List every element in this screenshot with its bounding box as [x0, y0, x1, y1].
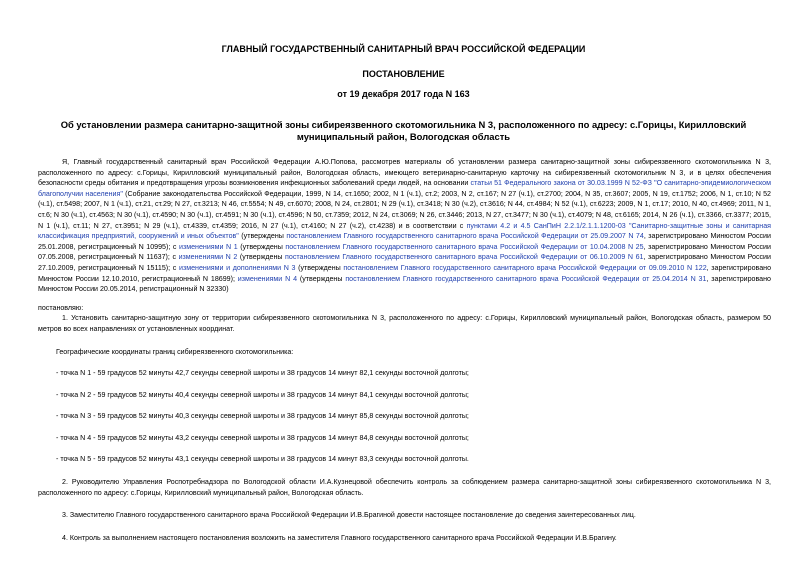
preamble-paragraph: [38, 157, 771, 295]
legal-reference-link[interactable]: постановлением Главного государственного санитарного врача Российской Федерации от 09.09.2010 N 122: [343, 263, 707, 272]
preamble-text: , зарегистрировано Минюстом России 07.05.2008, регистрационный N 11637); с: [38, 242, 771, 262]
legal-reference-link[interactable]: изменениями N 4: [237, 274, 298, 283]
legal-reference-link[interactable]: постановлением Главного государственного санитарного врача Российской Федерации от 25.04.2014 N 31: [345, 274, 707, 283]
coordinate-point: - точка N 2 - 59 градусов 52 минуты 40,4 секунды северной широты и 38 градусов 14 минут 84,1 секунды восточной долготы;: [56, 390, 469, 399]
resolve-word: постановляю:: [38, 303, 84, 312]
preamble-text: (утверждены: [295, 263, 344, 272]
document-type: ПОСТАНОВЛЕНИЕ: [362, 69, 445, 79]
coordinate-point: - точка N 3 - 59 градусов 52 минуты 40,3 секунды северной широты и 38 градусов 14 минут 85,8 секунды восточной долготы;: [56, 412, 469, 421]
preamble-text: , зарегистрировано Минюстом России 25.01.2008, регистрационный N 10995); с: [38, 232, 771, 251]
document-title: Об установлении размера санитарно-защитной зоны сибиреязвенного скотомогильника N 3, расположенного по адресу: с.Горицы, Кирилловский муниципальный район, Вологодская область: [60, 119, 747, 142]
item-1: 1. Установить санитарно-защитную зону от территории сибиреязвенного скотомогильника N 3, расположенного по адресу: с.Горицы, Кирилловский муниципальный район, Вологодская область, размером 50 метров во всех направлениях от установленных координат.: [38, 314, 771, 333]
legal-reference-link[interactable]: постановлением Главного государственного санитарного врача Российской Федерации от 06.10.2009 N 61: [285, 253, 644, 262]
preamble-text: Я, Главный государственный санитарный врач Российской Федерации А.Ю.Попова, рассмотрев материалы об установлении размера санитарно-защитной зоны сибиреязвенного скотомогильника N 3, расположенного по адресу: с.Горицы, Кирилловский муниципальный район, Вологодская область, имеющего ветеринарно-санитарную карточку на сибиреязвенный скотомогильник N 3, и в целях обеспечения безопасности среды обитания и предотвращения угрозы возникновения инфекционных заболеваний среди людей, на основании: [38, 158, 771, 188]
preamble-text: (утверждены: [237, 242, 286, 251]
authority-heading: ГЛАВНЫЙ ГОСУДАРСТВЕННЫЙ САНИТАРНЫЙ ВРАЧ РОССИЙСКОЙ ФЕДЕРАЦИИ: [221, 44, 586, 54]
item-3: 3. Заместителю Главного государственного санитарного врача Российской Федерации И.В.Брагиной довести настоящее постановление до сведения заинтересованных лиц.: [62, 511, 636, 520]
legal-reference-link[interactable]: статьи 51 Федерального закона от 30.03.1999 N 52-ФЗ "О санитарно-эпидемиологическом благополучии населения": [38, 179, 771, 198]
coordinate-point: - точка N 1 - 59 градусов 52 минуты 42,7 секунды северной широты и 38 градусов 14 минут 82,1 секунды восточной долготы;: [56, 369, 469, 378]
legal-reference-link[interactable]: изменениями N 2: [178, 253, 238, 262]
coordinate-point: - точка N 4 - 59 градусов 52 минуты 43,2 секунды северной широты и 38 градусов 14 минут 84,8 секунды восточной долготы;: [56, 433, 469, 442]
preamble-text: (Собрание законодательства Российской Федерации, 1999, N 14, ст.1650; 2002, N 1 (ч.1), ст.2; 2003, N 2, ст.167; N 27 (ч.1), ст.2700; 2004, N 35, ст.3607; 2005, N 19, ст.1752; 2006, N 1, ст.10; N 52 (ч.1), ст.5498; 2007, N 1 (ч.1), ст.21, ст.29; N 27, ст.3213; N 46, ст.5554; N 49, ст.6070; 2008, N 24, ст.2801; N 29 (ч.1), ст.3418; N 30 (ч.2), ст.3616; N 44, ст.4984; N 52 (ч.1), ст.6223; 2009, N 1, ст.17; 2010, N 40, ст.4969; 2011, N 1, ст.6; N 30 (ч.1), ст.4563; N 30 (ч.1), ст.4590; N 30 (ч.1), ст.4591; N 30 (ч.1), ст.4596; N 50, ст.7359; 2012, N 24, ст.3069; N 26, ст.3446; 2013, N 27, ст.3477; N 30 (ч.1), ст.4079; N 48, ст.6165; 2014, N 26 (ч.1), ст.3366, ст.3377; 2015, N 1 (ч.1), ст.11; N 27, ст.3951; N 29 (ч.1), ст.4339, ст.4359; 2016, N 27 (ч.1), ст.4160; N 27 (ч.2), ст.4238) и в соответствии с: [38, 189, 771, 230]
document-body: [38, 157, 771, 543]
document-date-number: от 19 декабря 2017 года N 163: [337, 89, 470, 99]
legal-reference-link[interactable]: постановлением Главного государственного санитарного врача Российской Федерации от 10.04.2008 N 25: [285, 242, 644, 251]
preamble-text: , зарегистрировано Минюстом России 12.10.2010, регистрационный N 18699);: [38, 263, 772, 283]
coordinates-heading: Географические координаты границ сибиреязвенного скотомогильника:: [56, 347, 294, 356]
legal-reference-link[interactable]: постановлением Главного государственного санитарного врача Российской Федерации от 25.09.2007 N 74: [286, 232, 644, 241]
preamble-text: (утверждены: [238, 232, 287, 241]
preamble-text: , зарегистрировано Минюстом России 27.10.2009, регистрационный N 15115); с: [38, 253, 771, 272]
legal-reference-link[interactable]: изменениями и дополнениями N 3: [179, 263, 296, 272]
preamble-text: (утверждены: [297, 274, 346, 283]
coordinate-point: - точка N 5 - 59 градусов 52 минуты 43,1 секунды северной широты и 38 градусов 14 минут 83,3 секунды восточной долготы.: [56, 455, 469, 464]
item-2: 2. Руководителю Управления Роспотребнадзора по Вологодской области И.А.Кузнецовой обеспечить контроль за соблюдением размера санитарно-защитной зоны сибиреязвенного скотомогильника N 3, расположенного по адресу: с.Горицы, Кирилловский муниципальный район, Вологодская область.: [38, 478, 771, 497]
preamble-text: (утверждены: [237, 253, 286, 262]
legal-reference-link[interactable]: изменениями N 1: [179, 242, 238, 251]
item-4: 4. Контроль за выполнением настоящего постановления возложить на заместителя Главного государственного санитарного врача Российской Федерации И.В.Брагину.: [62, 533, 617, 542]
legal-reference-link[interactable]: пунктами 4.2 и 4.5 СанПиН 2.2.1/2.1.1.1200-03 "Санитарно-защитные зоны и санитарная классификация предприятий, сооружений и иных объектов": [38, 221, 772, 241]
preamble-text: , зарегистрировано Минюстом России 20.05.2014, регистрационный N 32330): [38, 274, 771, 294]
